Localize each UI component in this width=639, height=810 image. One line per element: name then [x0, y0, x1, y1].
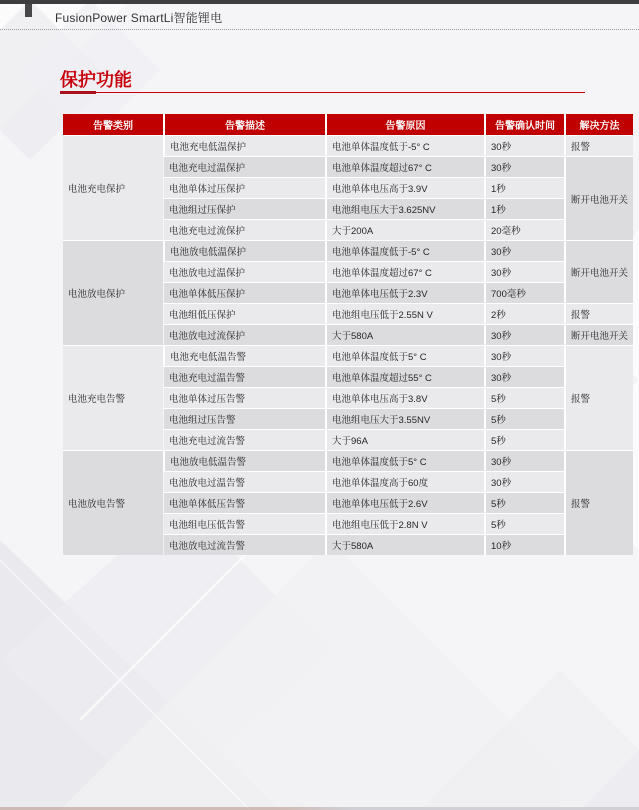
solution-cell: 断开电池开关	[565, 325, 633, 346]
reason-cell: 电池单体温度超过55° C	[326, 367, 485, 388]
column-header: 告警原因	[326, 114, 485, 136]
solution-cell: 报警	[565, 451, 633, 556]
reason-cell: 电池组电压大于3.55NV	[326, 409, 485, 430]
confirm-time-cell: 1秒	[485, 178, 565, 199]
confirm-time-cell: 30秒	[485, 451, 565, 472]
header-row	[63, 114, 633, 136]
confirm-time-cell: 2秒	[485, 304, 565, 325]
description-cell: 电池充电低温告警	[164, 346, 326, 367]
category-cell: 电池放电保护	[63, 241, 164, 346]
confirm-time-cell: 1秒	[485, 199, 565, 220]
reason-cell: 电池组电压低于2.55N V	[326, 304, 485, 325]
solution-cell: 报警	[565, 346, 633, 451]
confirm-time-cell: 30秒	[485, 136, 565, 157]
confirm-time-cell: 30秒	[485, 472, 565, 493]
reason-cell: 电池单体温度低于-5° C	[326, 136, 485, 157]
confirm-time-cell: 30秒	[485, 325, 565, 346]
description-cell: 电池组电压低告警	[164, 514, 326, 535]
reason-cell: 电池单体电压低于2.6V	[326, 493, 485, 514]
description-cell: 电池单体过压告警	[164, 388, 326, 409]
reason-cell: 电池单体温度高于60度	[326, 472, 485, 493]
category-cell: 电池充电告警	[63, 346, 164, 451]
reason-cell: 大于96A	[326, 430, 485, 451]
protection-table	[63, 114, 633, 555]
reason-cell: 电池单体温度超过67° C	[326, 262, 485, 283]
description-cell: 电池组过压保护	[164, 199, 326, 220]
reason-cell: 大于580A	[326, 535, 485, 556]
header-title: FusionPower SmartLi智能锂电	[55, 11, 223, 25]
solution-cell: 断开电池开关	[565, 157, 633, 241]
category-cell: 电池放电告警	[63, 451, 164, 556]
table-row	[63, 346, 633, 367]
column-header: 告警描述	[164, 114, 326, 136]
description-cell: 电池放电过流告警	[164, 535, 326, 556]
reason-cell: 电池单体温度低于5° C	[326, 451, 485, 472]
description-cell: 电池充电过流告警	[164, 430, 326, 451]
confirm-time-cell: 30秒	[485, 157, 565, 178]
page-header	[0, 4, 639, 30]
confirm-time-cell: 5秒	[485, 388, 565, 409]
column-header: 告警类别	[63, 114, 164, 136]
description-cell: 电池充电过温保护	[164, 157, 326, 178]
title-underline	[60, 92, 585, 93]
column-header: 解决方法	[565, 114, 633, 136]
table-body	[63, 136, 633, 556]
description-cell: 电池放电过温保护	[164, 262, 326, 283]
table-row	[63, 241, 633, 262]
description-cell: 电池充电过流保护	[164, 220, 326, 241]
reason-cell: 大于580A	[326, 325, 485, 346]
confirm-time-cell: 5秒	[485, 430, 565, 451]
description-cell: 电池组过压告警	[164, 409, 326, 430]
reason-cell: 电池单体电压高于3.8V	[326, 388, 485, 409]
reason-cell: 电池单体温度超过67° C	[326, 157, 485, 178]
section-title: 保护功能	[60, 70, 132, 90]
confirm-time-cell: 20毫秒	[485, 220, 565, 241]
table-row	[63, 136, 633, 157]
reason-cell: 电池单体电压高于3.9V	[326, 178, 485, 199]
reason-cell: 电池单体温度低于5° C	[326, 346, 485, 367]
confirm-time-cell: 30秒	[485, 241, 565, 262]
description-cell: 电池单体过压保护	[164, 178, 326, 199]
description-cell: 电池单体低压保护	[164, 283, 326, 304]
reason-cell: 大于200A	[326, 220, 485, 241]
confirm-time-cell: 5秒	[485, 409, 565, 430]
confirm-time-cell: 30秒	[485, 262, 565, 283]
reason-cell: 电池单体电压低于2.3V	[326, 283, 485, 304]
reason-cell: 电池组电压大于3.625NV	[326, 199, 485, 220]
description-cell: 电池组低压保护	[164, 304, 326, 325]
description-cell: 电池放电过流保护	[164, 325, 326, 346]
solution-cell: 断开电池开关	[565, 241, 633, 304]
description-cell: 电池充电过温告警	[164, 367, 326, 388]
table-head	[63, 114, 633, 136]
confirm-time-cell: 700毫秒	[485, 283, 565, 304]
confirm-time-cell: 5秒	[485, 514, 565, 535]
table-row	[63, 451, 633, 472]
confirm-time-cell: 10秒	[485, 535, 565, 556]
title-underline-accent	[60, 91, 96, 94]
reason-cell: 电池组电压低于2.8N V	[326, 514, 485, 535]
solution-cell: 报警	[565, 304, 633, 325]
confirm-time-cell: 5秒	[485, 493, 565, 514]
confirm-time-cell: 30秒	[485, 367, 565, 388]
category-cell: 电池充电保护	[63, 136, 164, 241]
reason-cell: 电池单体温度低于-5° C	[326, 241, 485, 262]
description-cell: 电池单体低压告警	[164, 493, 326, 514]
description-cell: 电池充电低温保护	[164, 136, 326, 157]
description-cell: 电池放电低温告警	[164, 451, 326, 472]
confirm-time-cell: 30秒	[485, 346, 565, 367]
description-cell: 电池放电低温保护	[164, 241, 326, 262]
description-cell: 电池放电过温告警	[164, 472, 326, 493]
solution-cell: 报警	[565, 136, 633, 157]
column-header: 告警确认时间	[485, 114, 565, 136]
